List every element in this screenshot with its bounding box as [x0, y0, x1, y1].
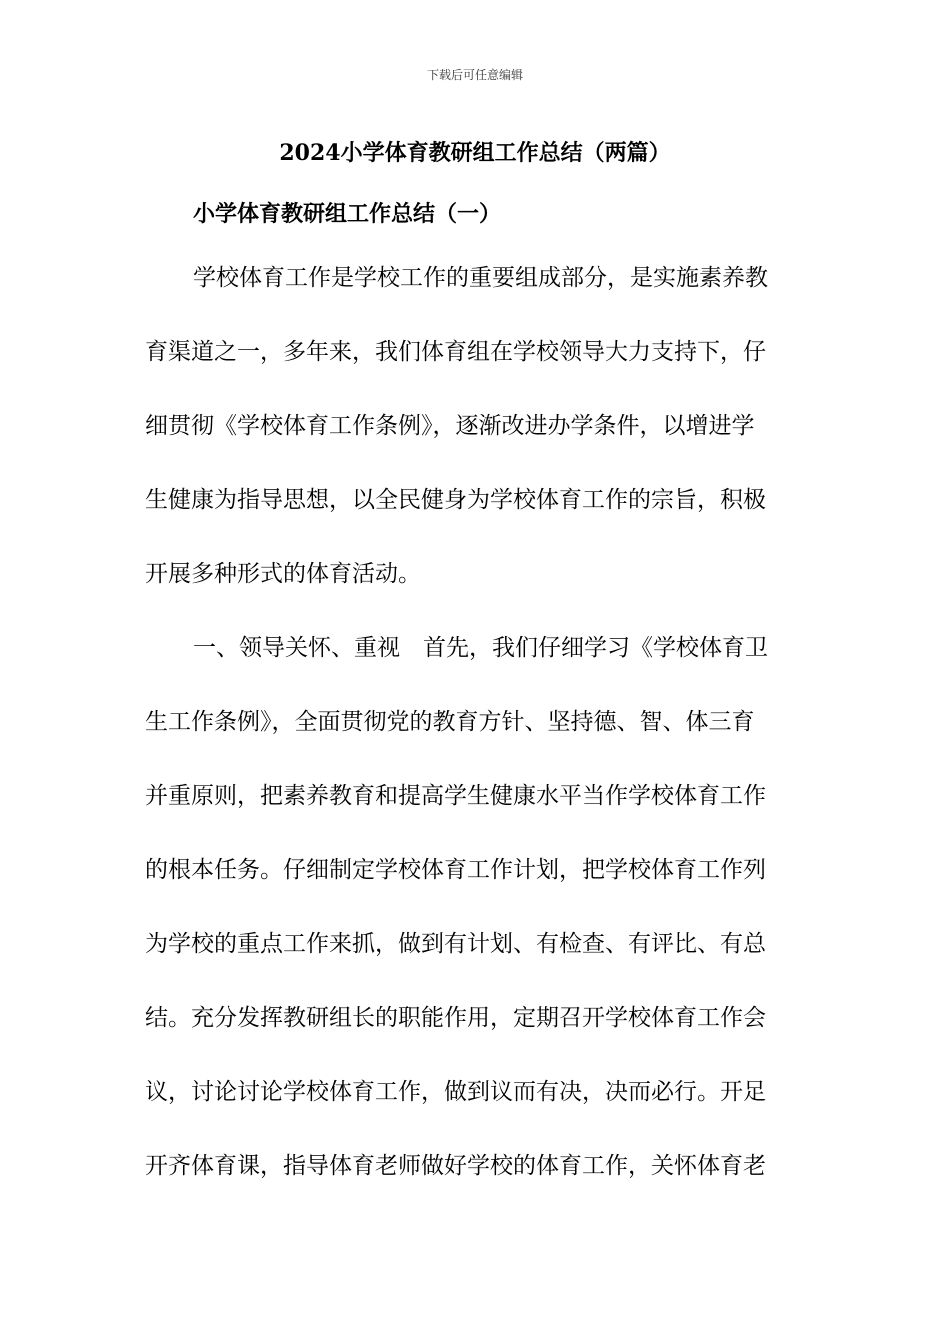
- paragraph-line: 生工作条例》，全面贯彻党的教育方针、坚持德、智、体三育: [145, 709, 755, 735]
- paragraph-line: 开齐体育课，指导体育老师做好学校的体育工作，关怀体育老: [145, 1153, 766, 1179]
- paragraph-line: 议，讨论讨论学校体育工作，做到议而有决，决而必行。开足: [145, 1079, 766, 1105]
- paragraph-line: 开展多种形式的体育活动。: [145, 561, 421, 587]
- paragraph-line: 结。充分发挥教研组长的职能作用，定期召开学校体育工作会: [145, 1005, 766, 1031]
- paragraph-leadership: [145, 633, 795, 1225]
- paragraph-line: 生健康为指导思想，以全民健身为学校体育工作的宗旨，积极: [145, 487, 766, 513]
- section-heading: 小学体育教研组工作总结（一）: [193, 201, 502, 227]
- page-header-note: 下载后可任意编辑: [426, 68, 523, 82]
- paragraph-line: 育渠道之一，多年来，我们体育组在学校领导大力支持下，仔: [145, 339, 766, 365]
- paragraph-line: 并重原则，把素养教育和提高学生健康水平当作学校体育工作: [145, 783, 766, 809]
- paragraph-intro: [145, 263, 795, 633]
- paragraph-line: 的根本任务。仔细制定学校体育工作计划，把学校体育工作列: [145, 857, 766, 883]
- paragraph-line: 为学校的重点工作来抓，做到有计划、有检查、有评比、有总: [145, 931, 766, 957]
- paragraph-line: 一、领导关怀、重视 首先，我们仔细学习《学校体育卫: [193, 635, 768, 661]
- document-title: 2024小学体育教研组工作总结（两篇）: [279, 140, 671, 166]
- paragraph-line: 细贯彻《学校体育工作条例》，逐渐改进办学条件，以增进学: [145, 413, 755, 439]
- paragraph-line: 学校体育工作是学校工作的重要组成部分，是实施素养教: [193, 265, 768, 291]
